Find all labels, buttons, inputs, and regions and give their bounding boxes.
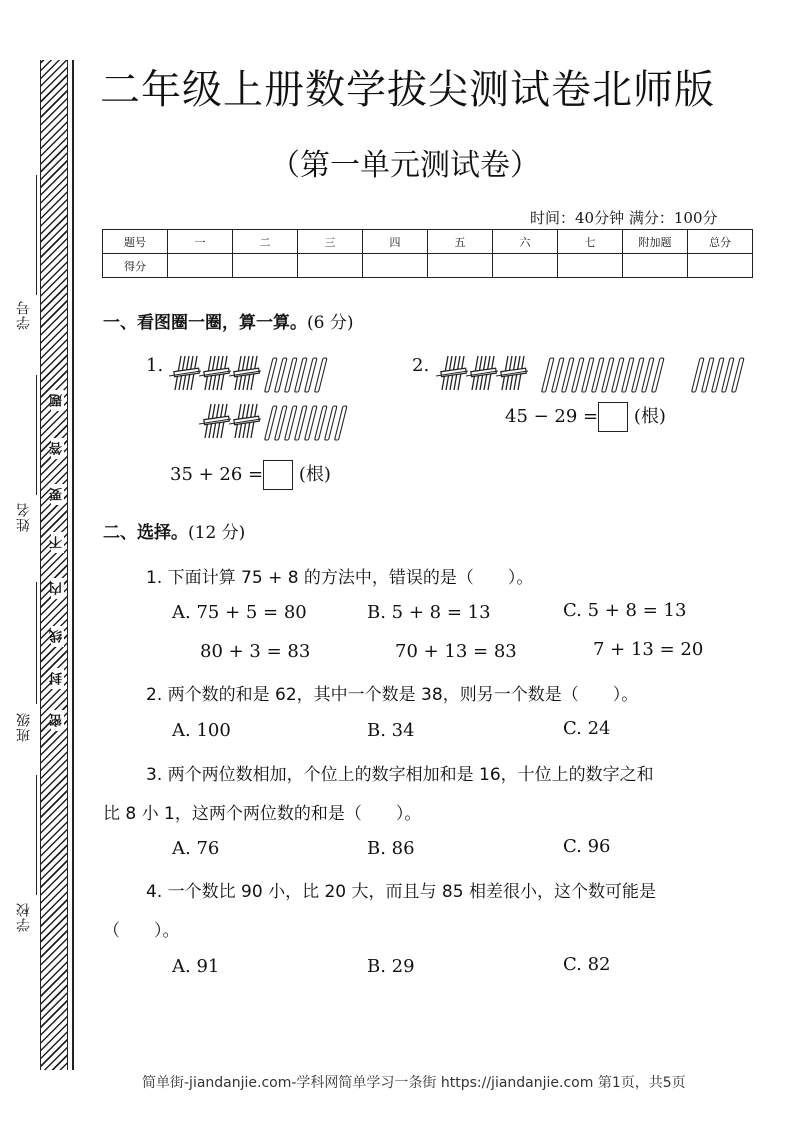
s1-q2-equation: 45 − 29 =	[505, 406, 599, 427]
s1-q1-number: 1.	[146, 355, 164, 376]
seal-char: 答	[51, 438, 64, 459]
seal-char: 题	[51, 390, 64, 411]
seal-char: 封	[51, 668, 64, 689]
table-header-cell: 四	[363, 230, 428, 254]
seal-char: 不	[51, 532, 64, 553]
s2-q4-option-a[interactable]: A. 91	[172, 956, 220, 977]
page-title: 二年级上册数学拔尖测试卷北师版	[100, 67, 715, 113]
score-cell[interactable]	[688, 254, 753, 278]
field-school-label: 学校	[16, 902, 32, 932]
s2-q1-option-c-line1[interactable]: C. 5 + 8 = 13	[563, 600, 687, 621]
score-table-header-row	[103, 230, 753, 254]
s2-q1-stem: 1. 下面计算 75 + 8 的方法中，错误的是（ ）。	[146, 568, 534, 588]
table-header-cell: 总分	[688, 230, 753, 254]
s2-q4-option-c[interactable]: C. 82	[563, 954, 611, 975]
s1-q2-equation-row	[505, 402, 666, 432]
score-table	[102, 229, 753, 278]
seal-char: 要	[51, 484, 64, 505]
s2-q3-option-b[interactable]: B. 86	[367, 838, 415, 859]
table-header-cell: 一	[168, 230, 233, 254]
table-header-cell: 题号	[103, 230, 168, 254]
field-class-line	[36, 582, 37, 704]
s1-q2-number: 2.	[412, 355, 430, 376]
s1-q2-sticks-figure	[432, 350, 762, 398]
page-subtitle: （第一单元测试卷）	[270, 148, 540, 183]
section-1-title: 一、看图圈一圈，算一算。	[103, 313, 307, 333]
score-cell[interactable]	[233, 254, 298, 278]
s1-q2-unit: (根)	[633, 406, 666, 427]
binding-line	[72, 60, 74, 1070]
seal-char: 密	[51, 710, 64, 731]
field-name-label: 姓名	[16, 502, 32, 532]
table-header-cell: 三	[298, 230, 363, 254]
table-header-cell: 五	[428, 230, 493, 254]
score-cell[interactable]	[363, 254, 428, 278]
section-1-points: (6 分)	[307, 313, 354, 333]
s2-q3-stem-line2: 比 8 小 1，这两个两位数的和是（ ）。	[103, 804, 422, 824]
s2-q4-option-b[interactable]: B. 29	[367, 956, 415, 977]
field-school-line	[36, 775, 37, 895]
s2-q2-stem: 2. 两个数的和是 62，其中一个数是 38，则另一个数是（ ）。	[146, 685, 639, 705]
section-1-heading	[103, 308, 353, 333]
field-name-line	[36, 375, 37, 495]
s2-q2-option-c[interactable]: C. 24	[563, 718, 611, 739]
table-header-cell: 附加题	[623, 230, 688, 254]
s2-q2-option-b[interactable]: B. 34	[367, 720, 415, 741]
score-cell[interactable]	[168, 254, 233, 278]
exam-meta: 时间：40分钟 满分：100分	[530, 209, 718, 227]
s2-q3-option-c[interactable]: C. 96	[563, 836, 611, 857]
seal-char: 内	[51, 578, 64, 599]
score-cell[interactable]	[298, 254, 363, 278]
s2-q4-stem-line2: （ ）。	[103, 921, 180, 941]
table-header-cell: 七	[558, 230, 623, 254]
s1-q2-answer-box[interactable]	[598, 402, 628, 432]
section-2-points: (12 分)	[188, 523, 246, 543]
s2-q1-option-a-line1[interactable]: A. 75 + 5 = 80	[172, 602, 307, 623]
section-2-title: 二、选择。	[103, 523, 188, 543]
seal-char: 线	[51, 626, 64, 647]
s1-q1-equation-row	[170, 460, 331, 490]
score-cell[interactable]	[428, 254, 493, 278]
s2-q1-option-b-line1[interactable]: B. 5 + 8 = 13	[367, 602, 491, 623]
field-class-label: 班级	[16, 712, 32, 742]
s1-q1-answer-box[interactable]	[263, 460, 293, 490]
page-footer: 简单街-jiandanjie.com-学科网简单学习一条街 https://jiandanjie.com 第1页，共5页	[142, 1075, 686, 1091]
score-table-score-row	[103, 254, 753, 278]
table-header-cell: 二	[233, 230, 298, 254]
s1-q1-unit: (根)	[298, 464, 331, 485]
score-cell[interactable]	[623, 254, 688, 278]
s2-q2-option-a[interactable]: A. 100	[172, 720, 231, 741]
section-2-heading	[103, 518, 245, 543]
s2-q4-stem-line1: 4. 一个数比 90 小，比 20 大，而且与 85 相差很小，这个数可能是	[146, 882, 656, 902]
s1-q1-sticks-figure	[165, 350, 365, 448]
field-student-id-line	[36, 175, 37, 295]
s2-q1-option-c-line2: 7 + 13 = 20	[593, 639, 704, 660]
s2-q1-option-a-line2: 80 + 3 = 83	[200, 641, 311, 662]
s2-q3-option-a[interactable]: A. 76	[172, 838, 220, 859]
s2-q1-option-b-line2: 70 + 13 = 83	[395, 641, 517, 662]
table-header-cell: 六	[493, 230, 558, 254]
s1-q1-equation: 35 + 26 =	[170, 464, 264, 485]
field-student-id-label: 学号	[16, 300, 32, 330]
score-cell[interactable]	[493, 254, 558, 278]
binding-hatch	[40, 60, 68, 1070]
s2-q3-stem-line1: 3. 两个两位数相加，个位上的数字相加和是 16，十位上的数字之和	[146, 765, 654, 785]
table-row-label: 得分	[103, 254, 168, 278]
score-cell[interactable]	[558, 254, 623, 278]
